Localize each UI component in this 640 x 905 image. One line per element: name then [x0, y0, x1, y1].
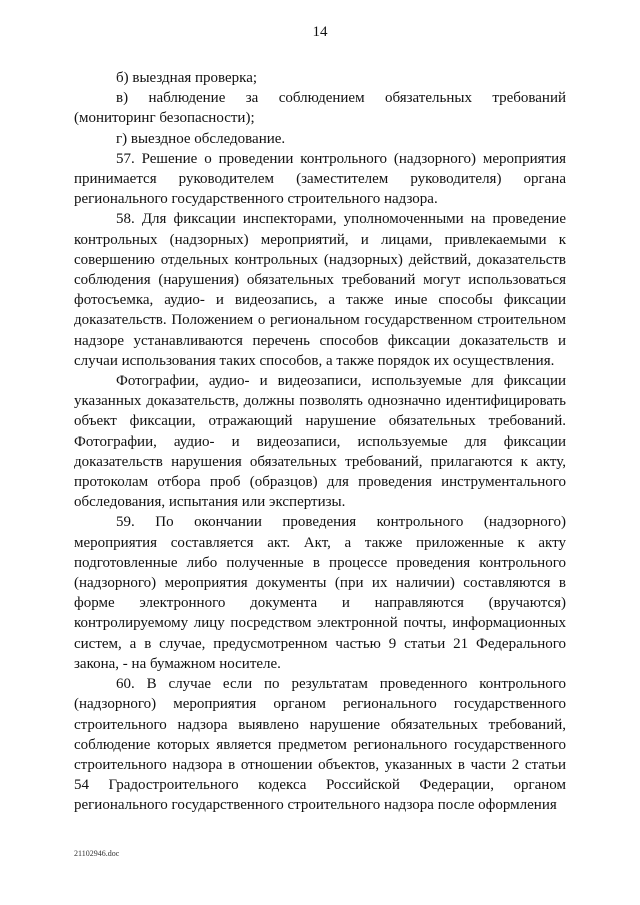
- document-file-code: 21102946.doc: [74, 849, 120, 858]
- list-item-observation: в) наблюдение за соблюдением обязательных требований (мониторинг безопасности);: [74, 90, 566, 127]
- paragraph-57: 57. Решение о проведении контрольного (надзорного) мероприятия принимается руководителем (заместителем руководителя) органа регионального государственного строительного надзора.: [74, 150, 566, 208]
- list-item-field-survey: г) выездное обследование.: [116, 130, 286, 147]
- page-number: 14: [312, 24, 328, 40]
- list-item-field-inspection: б) выездная проверка;: [116, 70, 258, 86]
- paragraph-60: 60. В случае если по результатам проведенного контрольного (надзорного) мероприятия органом регионального государственного строительного надзора выявлено нарушение обязательных требований, соблюдение которых является предметом регионального государственного строительного надзора в отношении объектов, указанных в части 2 статьи 54 Градостроительного кодекса Российской Федерации, органом регионального государственного строительного надзора после оформления: [74, 676, 566, 814]
- paragraph-58: 58. Для фиксации инспекторами, уполномоченными на проведение контрольных (надзорных) мероприятий, и лицами, привлекаемыми к совершению отдельных контрольных (надзорных) действий, доказательств соблюдения (нарушения) обязательных требований могут использоваться фотосъемка, аудио- и видеозапись, а также иные способы фиксации доказательств. Положением о региональном государственном строительном надзоре устанавливаются перечень способов фиксации доказательств и случаи использования таких способов, а также порядок их осуществления.: [74, 211, 566, 369]
- document-body: [74, 68, 566, 816]
- paragraph-58-photos: Фотографии, аудио- и видеозаписи, используемые для фиксации указанных доказательств, должны позволять однозначно идентифицировать объект фиксации, отражающий нарушение обязательных требований. Фотографии, аудио- и видеозаписи, используемые для фиксации доказательств нарушения обязательных требований, прилагаются к акту, протоколам отбора проб (образцов) для проведения инструментального обследования, испытания или экспертизы.: [74, 373, 566, 511]
- paragraph-59: 59. По окончании проведения контрольного (надзорного) мероприятия составляется акт. Акт, а также приложенные к акту подготовленные либо полученные в процессе проведения контрольного (надзорного) мероприятия документы (при их наличии) составляются в форме электронного документа и направляются (вручаются) контролируемому лицу посредством электронной почты, информационных систем, а в случае, предусмотренном частью 9 статьи 21 Федерального закона, - на бумажном носителе.: [74, 514, 566, 672]
